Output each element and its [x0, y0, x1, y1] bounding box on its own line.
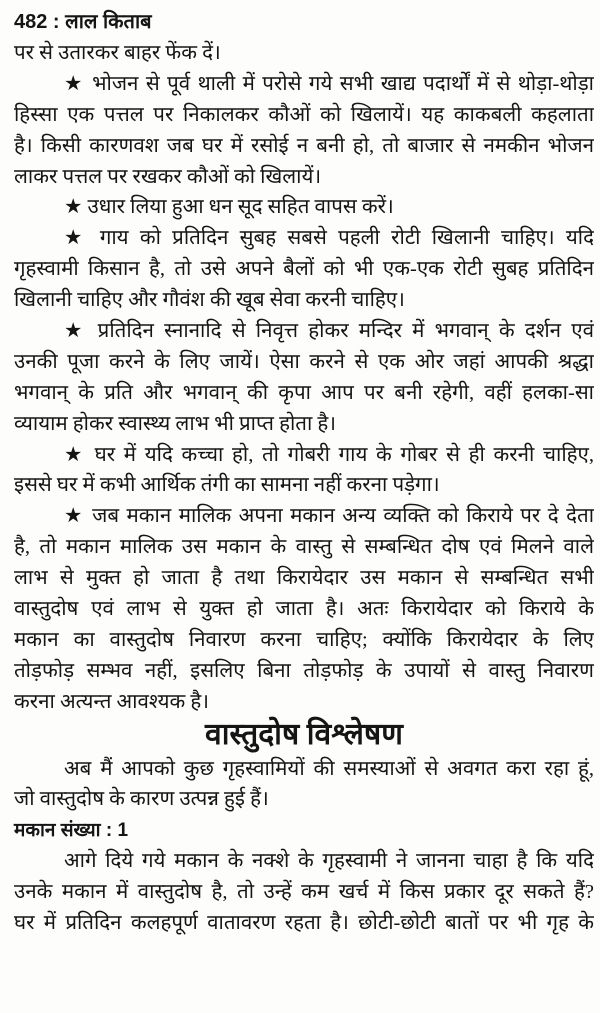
text-line: गृहस्वामी किसान है, तो उसे अपने बैलों को भी एक-एक रोटी सुबह प्रतिदिन [14, 258, 594, 281]
text-line: वास्तुदोष एवं लाभ से युक्त हो जाता है। अतः किरायेदार को किराये के [14, 598, 594, 621]
text-line: हिस्सा एक पत्तल पर निकालकर कौओं को खिलायें। यह काकबली कहलाता [14, 103, 594, 126]
book-page [14, 6, 594, 939]
text-line: भगवान् के प्रति और भगवान् की कृपा आप पर बनी रहेगी, वहीं हलका-सा [14, 381, 594, 404]
subheading: मकान संख्या : 1 [14, 820, 129, 842]
text-line: इससे घर में कभी आर्थिक तंगी का सामना नहीं करना पड़ेगा। [14, 474, 440, 497]
bullet-line: ★ जब मकान मालिक अपना मकान अन्य व्यक्ति को किराये पर दे देता [64, 505, 594, 528]
text-line: तोड़फोड़ सम्भव नहीं, इसलिए बिना तोड़फोड़ के उपायों से वास्तु निवारण [14, 659, 594, 682]
text-line: घर में प्रतिदिन कलहपूर्ण वातावरण रहता है। छोटी-छोटी बातों पर भी गृह के [14, 912, 594, 935]
text-line: जो वास्तुदोष के कारण उत्पन्न हुई हैं। [14, 788, 269, 811]
text-line: व्यायाम होकर स्वास्थ्य लाभ भी प्राप्त होता है। [14, 412, 337, 435]
text-line: आगे दिये गये मकान के नक्शे के गृहस्वामी ने जानना चाहा है कि यदि [64, 850, 594, 873]
text-line: उनके मकान में वास्तुदोष है, तो उन्हें कम खर्च में किस प्रकार दूर सकते हैं? [14, 881, 594, 904]
bullet-line: ★ गाय को प्रतिदिन सुबह सबसे पहली रोटी खिलानी चाहिए। यदि [64, 227, 594, 250]
text-line: उनकी पूजा करने के लिए जायें। ऐसा करने से एक ओर जहां आपकी श्रद्धा [14, 350, 594, 373]
running-header: 482 : लाल किताब [14, 11, 152, 33]
text-line: लाकर पत्तल पर रखकर कौओं को खिलायें। [14, 165, 322, 188]
text-line: है, तो मकान मालिक उस मकान के वास्तु से सम्बन्धित दोष एवं मिलने वाले [14, 536, 594, 559]
bullet-line: ★ प्रतिदिन स्नानादि से निवृत्त होकर मन्दिर में भगवान् के दर्शन एवं [64, 320, 594, 343]
text-line: मकान का वास्तुदोष निवारण करना चाहिए; क्योंकि किरायेदार के लिए [14, 628, 594, 651]
text-line: पर से उतारकर बाहर फेंक दें। [14, 42, 221, 64]
bullet-line: ★ भोजन से पूर्व थाली में परोसे गये सभी खाद्य पदार्थों में से थोड़ा-थोड़ा [64, 72, 594, 95]
bullet-line: ★ उधार लिया हुआ धन सूद सहित वापस करें। [64, 196, 394, 219]
text-line: अब मैं आपको कुछ गृहस्वामियों की समस्याओं से अवगत करा रहा हूं, [64, 757, 594, 780]
text-line: है। किसी कारणवश जब घर में रसोई न बनी हो, तो बाजार से नमकीन भोजन [14, 134, 594, 157]
section-heading: वास्तुदोष विश्लेषण [205, 717, 403, 751]
bullet-line: ★ घर में यदि कच्चा हो, तो गोबरी गाय के गोबर से ही करनी चाहिए, [64, 443, 594, 466]
text-line: खिलानी चाहिए और गौवंश की खूब सेवा करनी चाहिए। [14, 289, 405, 312]
text-line: करना अत्यन्त आवश्यक है। [14, 690, 210, 713]
text-line: लाभ से मुक्त हो जाता है तथा किरायेदार उस मकान से सम्बन्धित सभी [14, 567, 594, 590]
